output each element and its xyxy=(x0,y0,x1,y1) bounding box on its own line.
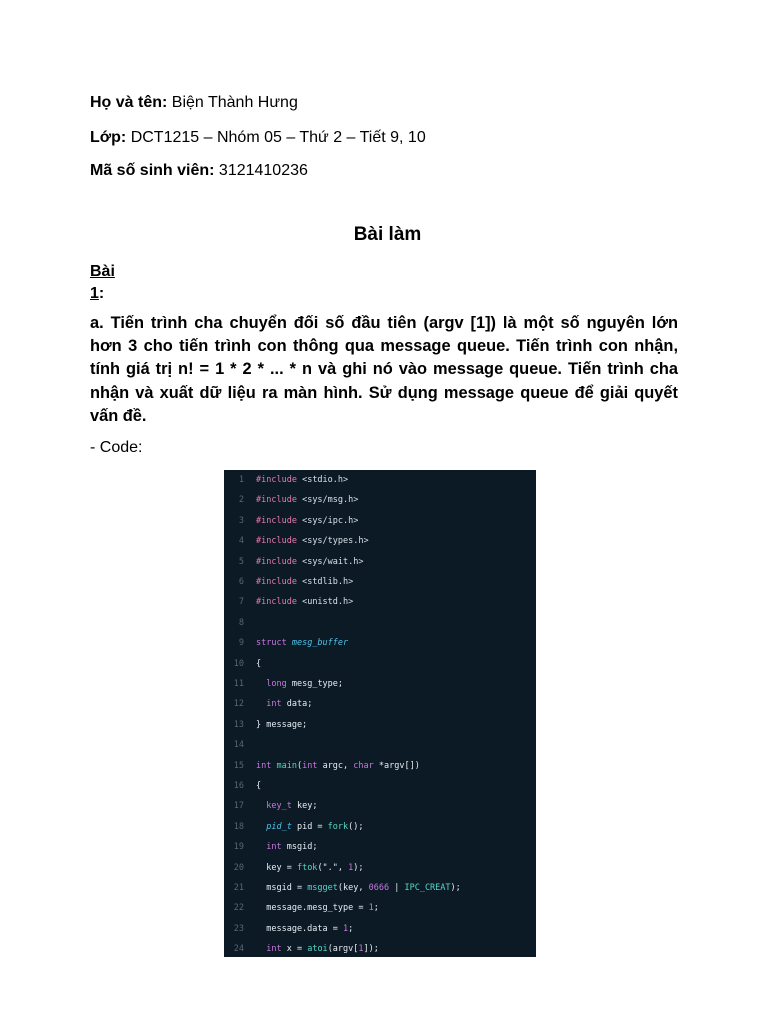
code-line-text: #include <stdio.h> xyxy=(256,475,349,485)
student-name-row xyxy=(90,94,298,112)
code-line xyxy=(224,493,536,507)
student-name-label: Họ và tên: xyxy=(90,94,168,111)
code-line-number: 21 xyxy=(233,883,244,893)
code-line-number: 15 xyxy=(233,760,244,771)
code-line xyxy=(224,820,536,834)
code-line xyxy=(224,595,536,609)
code-line-text: message.mesg_type = 1; xyxy=(256,903,379,914)
code-screenshot xyxy=(224,470,536,957)
class-row xyxy=(90,129,426,147)
code-line xyxy=(224,901,536,915)
code-line-number: 11 xyxy=(233,679,244,689)
code-line xyxy=(224,555,536,569)
code-line-number: 24 xyxy=(233,944,244,955)
code-line-number: 23 xyxy=(233,923,244,934)
page-title: Bài làm xyxy=(353,224,422,245)
code-line xyxy=(224,779,536,793)
question-text: a. Tiến trình cha chuyển đối số đầu tiên (argv [1]) là một số nguyên lớn hơn 3 cho tiến trình con thông qua message queue. Tiến trình con nhận, tính giá trị n! = 1 * 2 * ... * n và ghi nó vào message queue. Tiến trình cha nhận và xuất dữ liệu ra màn hình. Sử dụng message queue để giải quyết vấn đề. xyxy=(90,314,678,425)
code-line xyxy=(224,942,536,956)
code-line-number: 17 xyxy=(233,801,244,812)
student-id-label: Mã số sinh viên: xyxy=(90,162,215,179)
code-line-text: message.data = 1; xyxy=(256,923,354,934)
code-line xyxy=(224,534,536,548)
code-line-number: 12 xyxy=(233,699,244,710)
code-line xyxy=(224,861,536,875)
code-line-text: key = ftok(".", 1); xyxy=(256,862,364,873)
code-line-number: 18 xyxy=(233,821,244,832)
code-line-text: #include <sys/wait.h> xyxy=(256,556,364,567)
code-line-number: 13 xyxy=(233,719,244,730)
code-line-number: 3 xyxy=(238,515,244,526)
code-line xyxy=(224,759,536,773)
code-line-text: int x = atoi(argv[1]); xyxy=(266,944,379,955)
exercise-number: 1 xyxy=(90,285,99,302)
code-line-number: 5 xyxy=(238,556,244,567)
code-line-number: 2 xyxy=(238,495,244,506)
code-label: - Code: xyxy=(90,439,143,456)
code-line-number: 6 xyxy=(238,577,244,587)
code-line-text: #include <sys/types.h> xyxy=(256,536,369,547)
code-line-number: 22 xyxy=(233,903,244,914)
code-line-text: pid_t pid = fork(); xyxy=(266,821,364,832)
student-id-value: 3121410236 xyxy=(214,162,308,179)
code-line-number: 8 xyxy=(238,617,244,628)
exercise-heading xyxy=(90,261,130,305)
code-line-number: 7 xyxy=(238,597,244,608)
code-line-text: int msgid; xyxy=(266,842,318,853)
code-line-text: int main(int argc, char *argv[]) xyxy=(256,760,420,771)
code-line-number: 16 xyxy=(233,781,244,791)
code-line xyxy=(224,575,536,589)
code-line-number: 19 xyxy=(233,842,244,853)
code-line xyxy=(224,473,536,487)
exercise-word: Bài xyxy=(90,263,115,280)
code-line-number: 4 xyxy=(238,536,244,547)
code-line-text: { xyxy=(256,658,262,669)
code-line-text: int data; xyxy=(266,699,313,710)
code-line-text: #include <stdlib.h> xyxy=(256,577,354,587)
code-line-number: 10 xyxy=(233,658,244,669)
class-label: Lớp: xyxy=(90,129,127,146)
code-line-number: 20 xyxy=(233,862,244,873)
code-line-number: 14 xyxy=(233,740,244,751)
student-name-value: Biện Thành Hưng xyxy=(167,94,298,111)
code-line xyxy=(224,657,536,671)
code-line-text: #include <sys/msg.h> xyxy=(256,495,359,506)
class-value: DCT1215 – Nhóm 05 – Thứ 2 – Tiết 9, 10 xyxy=(126,129,426,146)
code-line xyxy=(224,922,536,936)
code-line xyxy=(224,738,536,752)
code-line-number: 9 xyxy=(238,638,244,649)
code-line xyxy=(224,718,536,732)
code-line xyxy=(224,881,536,895)
code-line xyxy=(224,799,536,813)
code-line xyxy=(224,514,536,528)
code-line xyxy=(224,636,536,650)
code-line-text: #include <sys/ipc.h> xyxy=(256,515,359,526)
code-line-text: { xyxy=(256,781,262,791)
code-line-text: long mesg_type; xyxy=(266,679,344,689)
code-line-text: } message; xyxy=(256,719,308,730)
code-line xyxy=(224,840,536,854)
code-line-text: msgid = msgget(key, 0666 | IPC_CREAT); xyxy=(256,883,461,893)
code-line xyxy=(224,697,536,711)
code-line xyxy=(224,616,536,630)
student-id-row xyxy=(90,162,308,180)
code-line-number: 1 xyxy=(238,475,244,485)
code-line-text: #include <unistd.h> xyxy=(256,597,354,608)
code-line-text: struct mesg_buffer xyxy=(256,638,349,649)
code-line-text: key_t key; xyxy=(266,801,318,812)
code-line xyxy=(224,677,536,691)
exercise-colon: : xyxy=(98,285,105,302)
